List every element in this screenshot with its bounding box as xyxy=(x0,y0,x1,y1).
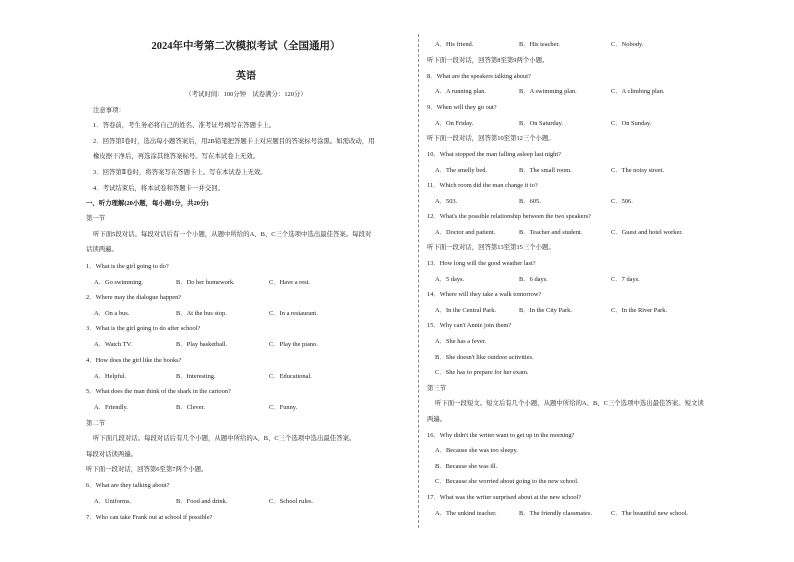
option-b: B．Play basketball. xyxy=(176,341,228,348)
option-c: C．School rules. xyxy=(269,498,314,505)
sub-instruction: 听下面一段对话，回答第8至第9两个小题。 xyxy=(427,57,549,64)
option-a: A．Uniforms. xyxy=(94,498,132,505)
instruction-text: 每段对话读两遍。 xyxy=(86,451,138,458)
option-a: A．A running plan. xyxy=(435,88,486,95)
question-text: 7．Who can take Frank out at school if possible? xyxy=(86,514,213,521)
instruction-text: 听下面几段对话。每段对话后有几个小题，从题中所给的A、B、C三个选项中选出最佳答案。 xyxy=(93,435,356,442)
instruction-text: 听下面5段对话。每段对话后有一个小题，从题中所给的A、B、C三个选项中选出最佳答案。每段对 xyxy=(93,231,372,238)
option-a: A．Helpful. xyxy=(94,373,127,380)
question-text: 11．Which room did the man change it to? xyxy=(427,182,538,189)
option-a: A．Go swimming. xyxy=(94,279,143,286)
question-text: 15．Why can't Annie join them? xyxy=(427,322,512,329)
option-c: C．Funny. xyxy=(269,404,298,411)
question-text: 4．How does the girl like the books? xyxy=(86,357,182,364)
option-c: C．Play the piano. xyxy=(269,341,318,348)
question-text: 13．How long will the good weather last? xyxy=(427,260,536,267)
question-text: 3．What is the girl going to do after school? xyxy=(86,325,201,332)
option-a: A．On a bus. xyxy=(94,310,130,317)
question-text: 9．When will they go out? xyxy=(427,104,497,111)
option-c: C．The noisy street. xyxy=(611,167,665,174)
question-text: 16．Why didn't the writer want to get up in the morning? xyxy=(427,432,575,439)
part-label: 第三节 xyxy=(427,385,447,392)
question-text: 1．What is the girl going to do? xyxy=(86,263,169,270)
column-divider xyxy=(418,34,419,528)
instruction-text: 话读两遍。 xyxy=(86,246,118,253)
option-b: B．Interesting. xyxy=(176,373,216,380)
option-c: C．A climbing plan. xyxy=(611,88,665,95)
option-b: B．In the City Park. xyxy=(519,307,572,314)
option-b: B．605. xyxy=(519,198,541,205)
option-b: B．At the bus stop. xyxy=(176,310,227,317)
option-c: C．In a restaurant. xyxy=(269,310,318,317)
note-item: 4．考试结束后，将本试卷和答题卡一并交回。 xyxy=(93,185,225,192)
part-label: 第二节 xyxy=(86,420,106,427)
sub-instruction: 听下面一段对话，回答第13至第15三个小题。 xyxy=(427,244,555,251)
note-item: 1．答卷前，考生务必将自己的姓名、准考证号填写在答题卡上。 xyxy=(93,122,276,129)
option-a: A．His friend. xyxy=(435,41,474,48)
option-c: C．The beautiful new school. xyxy=(611,510,689,517)
option-b: B．The small room. xyxy=(519,167,572,174)
question-text: 8．What are the speakers talking about? xyxy=(427,73,531,80)
option-b: B．His teacher. xyxy=(519,41,560,48)
sub-instruction: 听下面一段对话，回答第6至第7两个小题。 xyxy=(86,466,208,473)
exam-info: （考试时间：100分钟 试卷满分：120分） xyxy=(185,91,307,98)
question-text: 5．What does the man think of the shark in the cartoon? xyxy=(86,388,231,395)
option-c: C．In the River Park. xyxy=(611,307,668,314)
question-text: 17．What was the writer surprised about at the new school? xyxy=(427,494,582,501)
question-text: 10．What stopped the man falling asleep last night? xyxy=(427,151,561,158)
notes-heading: 注意事项： xyxy=(93,107,125,114)
option-a: A．Watch TV. xyxy=(94,341,132,348)
part-label: 第一节 xyxy=(86,215,106,222)
option-b: B．Teacher and student. xyxy=(519,229,583,236)
sub-instruction: 听下面一段对话，回答第10至第12三个小题。 xyxy=(427,135,555,142)
option-c: C．Have a rest. xyxy=(269,279,310,286)
option-a: A．Doctor and patient. xyxy=(435,229,496,236)
option-b: B．The friendly classmates. xyxy=(519,510,592,517)
option-a: A．On Friday. xyxy=(435,120,474,127)
note-item: 橡皮擦干净后，再选涂其他答案标号。写在本试卷上无效。 xyxy=(93,153,260,160)
option-c: C．Nobody. xyxy=(611,41,644,48)
instruction-text: 两遍。 xyxy=(427,416,447,423)
option-a: A．In the Central Park. xyxy=(435,307,497,314)
option-c: C．On Sunday. xyxy=(611,120,652,127)
option-b: B．On Saturday. xyxy=(519,120,563,127)
option-b: B．A swimming plan. xyxy=(519,88,577,95)
option-a: A．5 days. xyxy=(435,276,465,283)
option-b: B．She doesn't like outdoor activities. xyxy=(435,354,534,361)
option-c: C．506. xyxy=(611,198,633,205)
note-item: 2．回答第Ⅰ卷时，选出每小题答案后，用2B铅笔把答题卡上对应题目的答案标号涂黑。如需改动，用 xyxy=(93,138,375,145)
option-a: A．Because she was too sleepy. xyxy=(435,447,518,454)
option-a: A．503. xyxy=(435,198,458,205)
option-b: B．Because she was ill. xyxy=(435,463,498,470)
section-heading: 一、听力理解(20小题，每小题1分，共20分) xyxy=(86,200,209,207)
option-c: C．She has to prepare for her exam. xyxy=(435,369,529,376)
page-title: 2024年中考第二次模拟考试（全国通用） xyxy=(151,41,341,52)
subject-heading: 英语 xyxy=(236,71,256,82)
option-a: A．She has a fever. xyxy=(435,338,487,345)
option-b: B．6 days. xyxy=(519,276,548,283)
option-b: B．Food and drink. xyxy=(176,498,228,505)
question-text: 2．Where may the dialogue happen? xyxy=(86,294,182,301)
question-text: 12．What's the possible relationship between the two speakers? xyxy=(427,213,591,220)
option-c: C．Educational. xyxy=(269,373,312,380)
question-text: 6．What are they talking about? xyxy=(86,482,170,489)
question-text: 14．Where will they take a walk tomorrow? xyxy=(427,291,542,298)
option-c: C．Guest and hotel worker. xyxy=(611,229,683,236)
option-a: A．The smelly bed. xyxy=(435,167,488,174)
option-a: A．The unkind teacher. xyxy=(435,510,497,517)
option-b: B．Do her homework. xyxy=(176,279,235,286)
instruction-text: 听下面一段短文。短文后有几个小题，从题中所给的A、B、C三个选项中选出最佳答案。短文读 xyxy=(435,400,704,407)
option-b: B．Clever. xyxy=(176,404,205,411)
note-item: 3．回答第Ⅱ卷时，将答案写在答题卡上。写在本试卷上无效。 xyxy=(93,169,267,176)
option-c: C．7 days. xyxy=(611,276,640,283)
option-a: A．Friendly. xyxy=(94,404,128,411)
option-c: C．Because she worried about going to the new school. xyxy=(435,478,579,485)
